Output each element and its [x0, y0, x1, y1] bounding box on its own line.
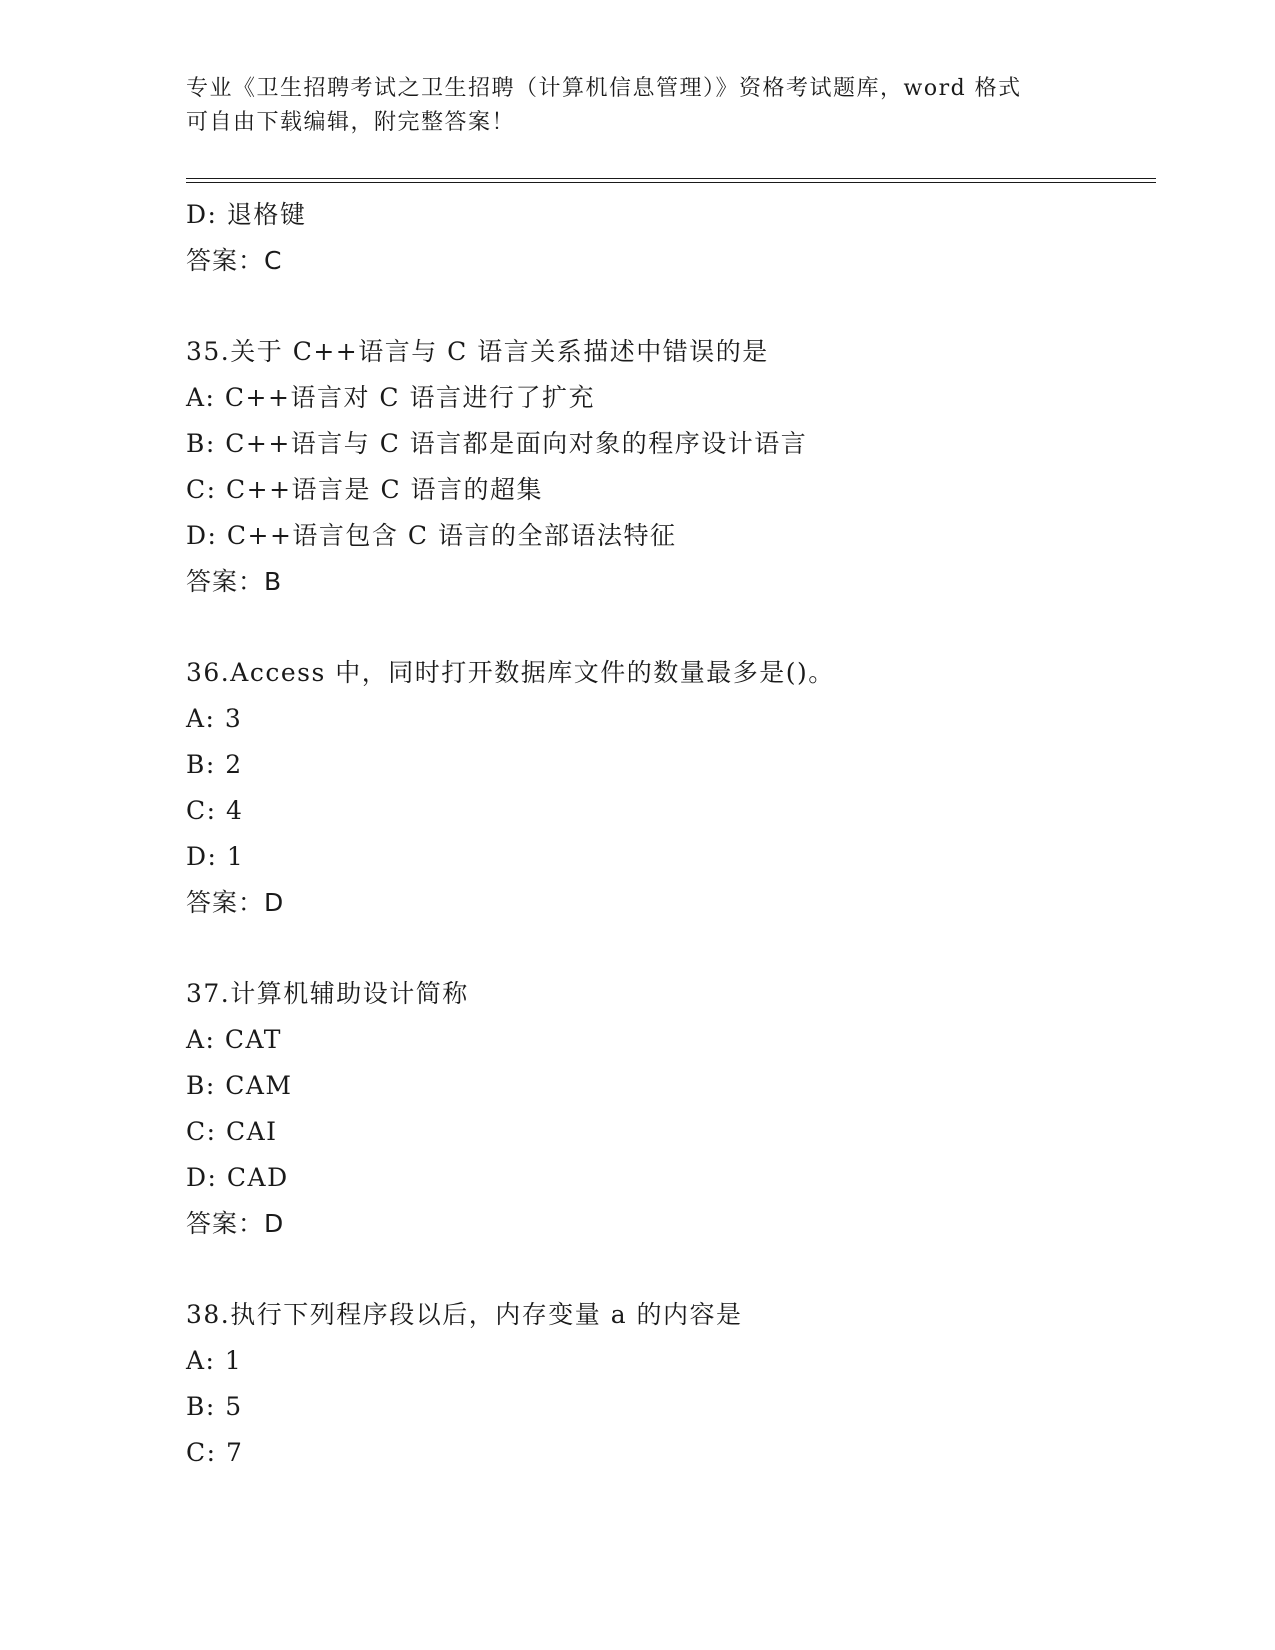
option-d: D: 退格键 — [186, 200, 307, 229]
option-a: A: 3 — [186, 704, 243, 733]
option-b: B: C++语言与 C 语言都是面向对象的程序设计语言 — [186, 429, 808, 458]
option-c: C: CAI — [186, 1117, 278, 1146]
header-line-1: 专业《卫生招聘考试之卫生招聘（计算机信息管理）》资格考试题库，word 格式 — [186, 76, 1022, 101]
question-36 — [186, 650, 1186, 926]
answer: 答案：C — [186, 246, 283, 275]
option-c: C: 4 — [186, 796, 244, 825]
option-b: B: 2 — [186, 750, 243, 779]
question-stem: 38.执行下列程序段以后，内存变量 a 的内容是 — [186, 1300, 743, 1329]
option-d: D: CAD — [186, 1163, 289, 1192]
question-stem: 35.关于 C++语言与 C 语言关系描述中错误的是 — [186, 337, 769, 366]
header-line-2: 可自由下载编辑，附完整答案！ — [186, 110, 516, 135]
question-35 — [186, 329, 1186, 605]
option-a: A: 1 — [186, 1346, 243, 1375]
option-b: B: 5 — [186, 1392, 243, 1421]
question-38 — [186, 1292, 1186, 1476]
question-list — [186, 192, 1186, 1476]
question-stem: 36.Access 中，同时打开数据库文件的数量最多是()。 — [186, 658, 835, 687]
header-divider-top — [186, 178, 1156, 179]
answer: 答案：D — [186, 1209, 285, 1238]
option-a: A: CAT — [186, 1025, 282, 1054]
question-stem: 37.计算机辅助设计简称 — [186, 979, 469, 1008]
document-header — [186, 72, 1066, 140]
option-c: C: 7 — [186, 1438, 244, 1467]
header-divider-bottom — [186, 182, 1156, 183]
option-a: A: C++语言对 C 语言进行了扩充 — [186, 383, 595, 412]
option-b: B: CAM — [186, 1071, 293, 1100]
answer: 答案：B — [186, 567, 283, 596]
option-c: C: C++语言是 C 语言的超集 — [186, 475, 544, 504]
option-d: D: 1 — [186, 842, 245, 871]
question-37 — [186, 971, 1186, 1247]
option-d: D: C++语言包含 C 语言的全部语法特征 — [186, 521, 677, 550]
answer: 答案：D — [186, 888, 285, 917]
